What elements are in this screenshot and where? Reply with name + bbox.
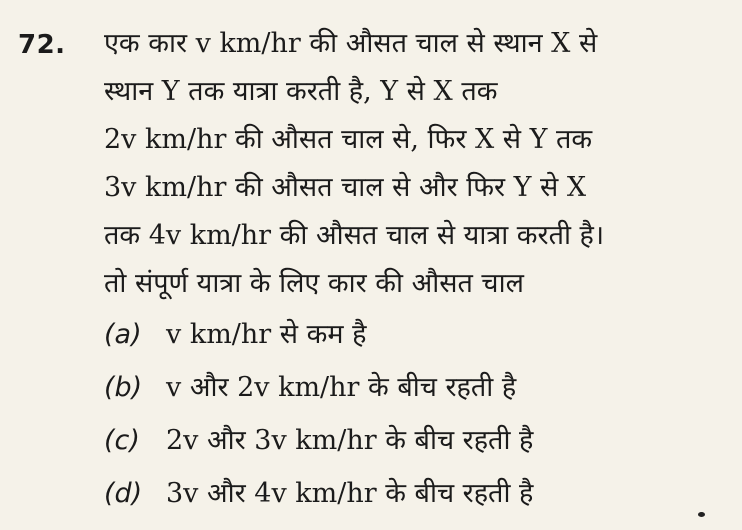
option-text: 3v और 4v km/hr के बीच रहती है [166, 478, 534, 509]
stem-line: स्थान Y तक यात्रा करती है, Y से X तक [104, 76, 498, 107]
option-b[interactable] [104, 361, 720, 414]
option-label: (d) [104, 478, 143, 509]
stem-line: 3v km/hr की औसत चाल से और फिर Y से X [104, 172, 587, 203]
question-stem [104, 20, 720, 308]
option-text: v और 2v km/hr के बीच रहती है [166, 372, 517, 403]
option-label: (c) [104, 425, 140, 456]
option-a[interactable] [104, 308, 720, 361]
stem-line: तक 4v km/hr की औसत चाल से यात्रा करती है। [104, 220, 605, 251]
option-c[interactable] [104, 414, 720, 467]
stem-line: तो संपूर्ण यात्रा के लिए कार की औसत चाल [104, 268, 524, 299]
stem-line: 2v km/hr की औसत चाल से, फिर X से Y तक [104, 124, 593, 155]
option-label: (a) [104, 319, 142, 350]
option-label: (b) [104, 372, 143, 403]
option-d[interactable] [104, 467, 720, 520]
ink-speck [698, 512, 705, 517]
option-text: v km/hr से कम है [166, 319, 367, 350]
option-text: 2v और 3v km/hr के बीच रहती है [166, 425, 534, 456]
answer-options [104, 308, 720, 520]
stem-line: एक कार v km/hr की औसत चाल से स्थान X से [104, 28, 598, 59]
question-number: 72. [18, 30, 66, 60]
